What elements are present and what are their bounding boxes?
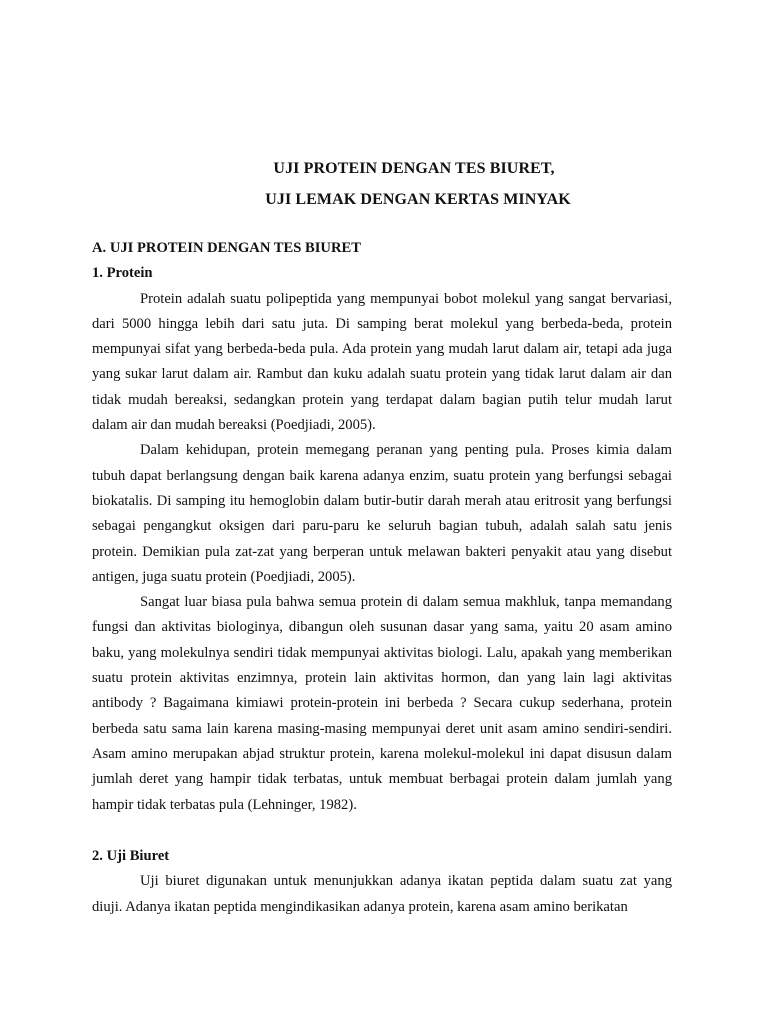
paragraph: Uji biuret digunakan untuk menunjukkan adanya ikatan peptida dalam suatu zat yang diuji. Adanya ikatan peptida mengindikasikan adanya protein, karena asam amino berikatan <box>92 873 672 915</box>
subsection-2-heading: 2. Uji Biuret <box>92 848 170 864</box>
paragraph: Sangat luar biasa pula bahwa semua protein di dalam semua makhluk, tanpa memandang fungsi dan aktivitas biologinya, dibangun oleh susunan dasar yang sama, yaitu 20 asam amino baku, yang molekulnya sendiri tidak mempunyai aktivitas biologi. Lalu, apakah yang memberikan suatu protein aktivitas enzimnya, protein lain aktivitas hormon, dan yang lain lagi aktivitas antibody ? Bagaimana kimiawi protein-protein ini berbeda ? Secara cukup sederhana, protein berbeda satu sama lain karena masing-masing mempunyai deret unit asam amino sendiri-sendiri. Asam amino merupakan abjad struktur protein, karena molekul-molekul ini dapat disusun dalam jumlah deret yang hampir tidak terbatas, untuk membuat berbagai protein dalam jumlah yang hampir tidak terbatas pula (Lehninger, 1982). <box>92 594 672 813</box>
paragraph: Protein adalah suatu polipeptida yang mempunyai bobot molekul yang sangat bervariasi, dari 5000 hingga lebih dari satu juta. Di samping berat molekul yang berbeda-beda, protein mempunyai sifat yang berbeda-beda pula. Ada protein yang mudah larut dalam air, tetapi ada juga yang sukar larut dalam air. Rambut dan kuku adalah suatu protein yang tidak larut dalam air dan tidak mudah bereaksi, sedangkan protein yang terdapat dalam bagian putih telur mudah larut dalam air dan mudah bereaksi (Poedjiadi, 2005). <box>92 290 672 434</box>
document-title <box>0 153 768 215</box>
section-a <box>92 236 672 818</box>
section-a-heading: A. UJI PROTEIN DENGAN TES BIURET <box>92 240 361 256</box>
title-line-2: UJI LEMAK DENGAN KERTAS MINYAK <box>265 191 571 208</box>
paragraph: Dalam kehidupan, protein memegang peranan yang penting pula. Proses kimia dalam tubuh dapat berlangsung dengan baik karena adanya enzim, suatu protein yang berfungsi sebagai biokatalis. Di samping itu hemoglobin dalam butir-butir darah merah atau eritrosit yang berfungsi sebagai pengangkut oksigen dari paru-paru ke seluruh bagian tubuh, adalah salah satu jenis protein. Demikian pula zat-zat yang berperan untuk melawan bakteri penyakit atau yang disebut antigen, juga suatu protein (Poedjiadi, 2005). <box>92 442 672 585</box>
section-uji-biuret <box>92 844 672 920</box>
title-line-1: UJI PROTEIN DENGAN TES BIURET, <box>273 160 555 177</box>
subsection-1-heading: 1. Protein <box>92 265 153 282</box>
